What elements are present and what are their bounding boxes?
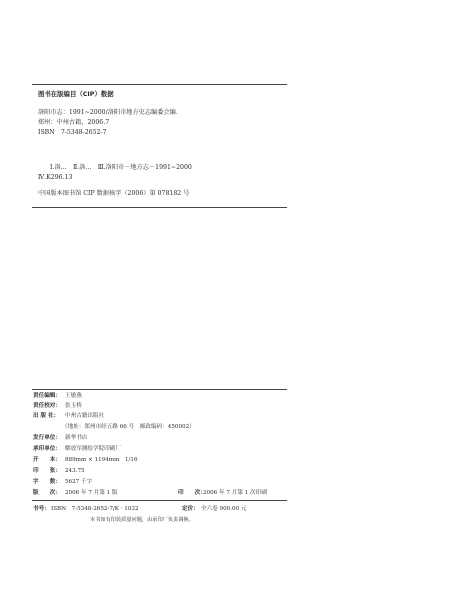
- quality-note: 本书如有印装质量问题，由承印厂负责调换。: [90, 517, 194, 523]
- cip-line-publisher: 郑州：中州古籍，2006.7: [38, 119, 110, 126]
- printer-label: 承印单位：: [33, 446, 61, 452]
- book-number-label: 书号：: [33, 506, 50, 512]
- price-label: 定价：: [182, 506, 199, 512]
- proofreader-value: 张玉桥: [65, 403, 82, 409]
- publisher-address: （地址：郑州市经五路 66 号 邮政编码：450002）: [62, 424, 195, 430]
- publisher-label: 出 版 社：: [33, 413, 60, 419]
- credits-bottom-rule: [32, 500, 287, 501]
- cip-bottom-rule: [32, 207, 287, 208]
- book-number-value: ISBN 7-5348-2652-7/K · 1032: [51, 506, 139, 512]
- publisher-value: 中州古籍出版社: [65, 413, 105, 419]
- sheets-value: 243.75: [65, 468, 85, 474]
- edition-value: 2006 年 7 月第 1 版: [65, 490, 118, 496]
- cip-line-subjects: Ⅰ.洛… Ⅱ.洛… Ⅲ.洛阳市－地方志－1991~2000: [50, 164, 192, 171]
- distributor-label: 发行单位：: [33, 435, 61, 441]
- printing-label: 印 次：: [178, 490, 206, 496]
- edition-label: 版 次：: [33, 490, 61, 496]
- word-count-value: 5627 千字: [65, 479, 93, 485]
- format-label: 开 本：: [33, 457, 61, 463]
- cip-line-record: 中国版本图书馆 CIP 数据核字（2006）第 078182 号: [38, 190, 190, 197]
- sheets-label: 印 张：: [33, 468, 61, 474]
- cip-top-rule: [32, 84, 287, 85]
- format-value: 889mm × 1194mm 1/16: [65, 457, 138, 463]
- cip-line-title: 洛阳市志：1991~2000/洛阳市地方史志编委会编．: [38, 109, 182, 116]
- printer-value: 解放军测绘学院印刷厂: [65, 446, 121, 452]
- proofreader-label: 责任校对：: [33, 403, 61, 409]
- distributor-value: 新华书店: [65, 435, 88, 441]
- price-value: 全六卷 900.00 元: [201, 506, 247, 512]
- cip-line-classification: Ⅳ.K296.13: [38, 174, 73, 181]
- credits-top-rule: [32, 389, 287, 390]
- cip-title: 图书在版编目（CIP）数据: [38, 90, 114, 98]
- cip-line-isbn: ISBN 7-5348-2652-7: [38, 129, 107, 136]
- word-count-label: 字 数：: [33, 479, 61, 485]
- printing-value: 2006 年 7 月第 1 次印刷: [203, 490, 267, 496]
- editor-label: 责任编辑：: [33, 393, 61, 399]
- editor-value: 王敏燕: [65, 393, 82, 399]
